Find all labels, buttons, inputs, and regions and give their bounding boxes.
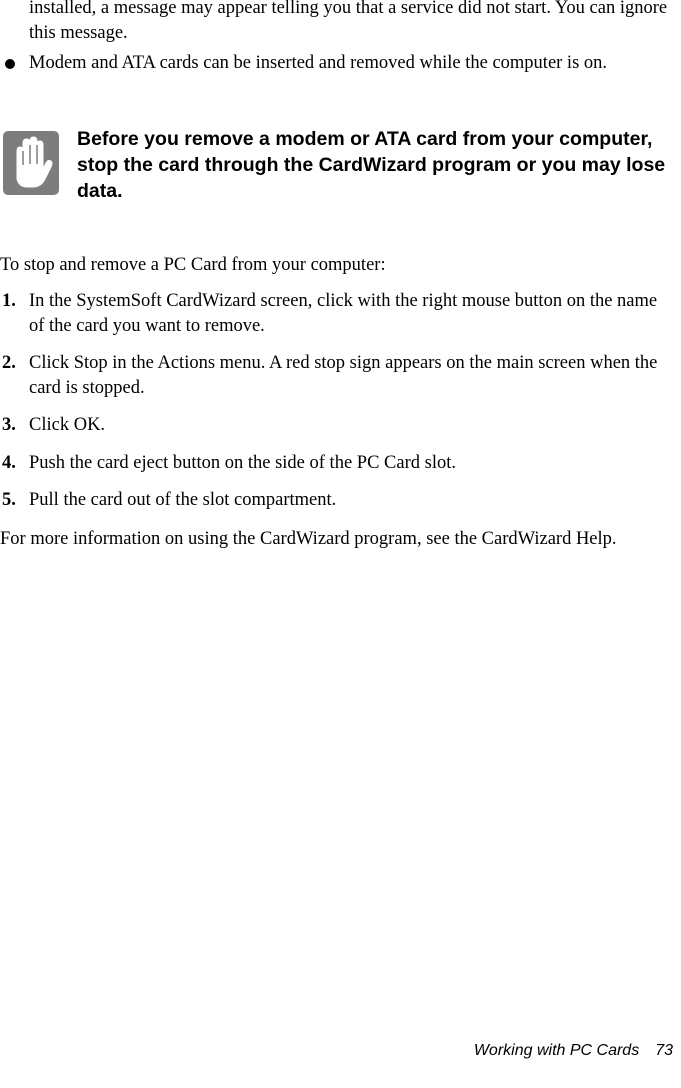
closing-paragraph: For more information on using the CardWizard program, see the CardWizard Help. bbox=[0, 529, 617, 549]
continued-paragraph: installed, a message may appear telling you that a service did not start. You can ignore this message. bbox=[29, 0, 668, 43]
page-footer bbox=[474, 1041, 673, 1061]
step-number: 2. bbox=[2, 353, 16, 373]
footer-section-title: Working with PC Cards bbox=[473, 1042, 640, 1059]
page-number: 73 bbox=[655, 1042, 673, 1059]
step-text: Pull the card out of the slot compartment. bbox=[29, 490, 337, 510]
step-number: 1. bbox=[2, 291, 16, 311]
step-number: 4. bbox=[2, 453, 16, 473]
hand-stop-icon bbox=[3, 131, 59, 195]
step-number: 3. bbox=[2, 415, 16, 435]
step-number: 5. bbox=[2, 490, 16, 510]
bullet-text: Modem and ATA cards can be inserted and removed while the computer is on. bbox=[29, 53, 608, 73]
step-text: Click Stop in the Actions menu. A red stop sign appears on the main screen when the card is stopped. bbox=[29, 353, 658, 398]
step-text: Push the card eject button on the side of the PC Card slot. bbox=[29, 453, 456, 473]
step-text: Click OK. bbox=[29, 415, 106, 435]
step-text: In the SystemSoft CardWizard screen, click with the right mouse button on the name of the card you want to remove. bbox=[29, 291, 658, 336]
steps-intro: To stop and remove a PC Card from your computer: bbox=[0, 255, 386, 275]
warning-text: Before you remove a modem or ATA card from your computer, stop the card through the CardWizard program or you may lose data. bbox=[77, 128, 666, 202]
warning-callout bbox=[0, 123, 681, 213]
bullet-dot-icon bbox=[5, 59, 15, 69]
